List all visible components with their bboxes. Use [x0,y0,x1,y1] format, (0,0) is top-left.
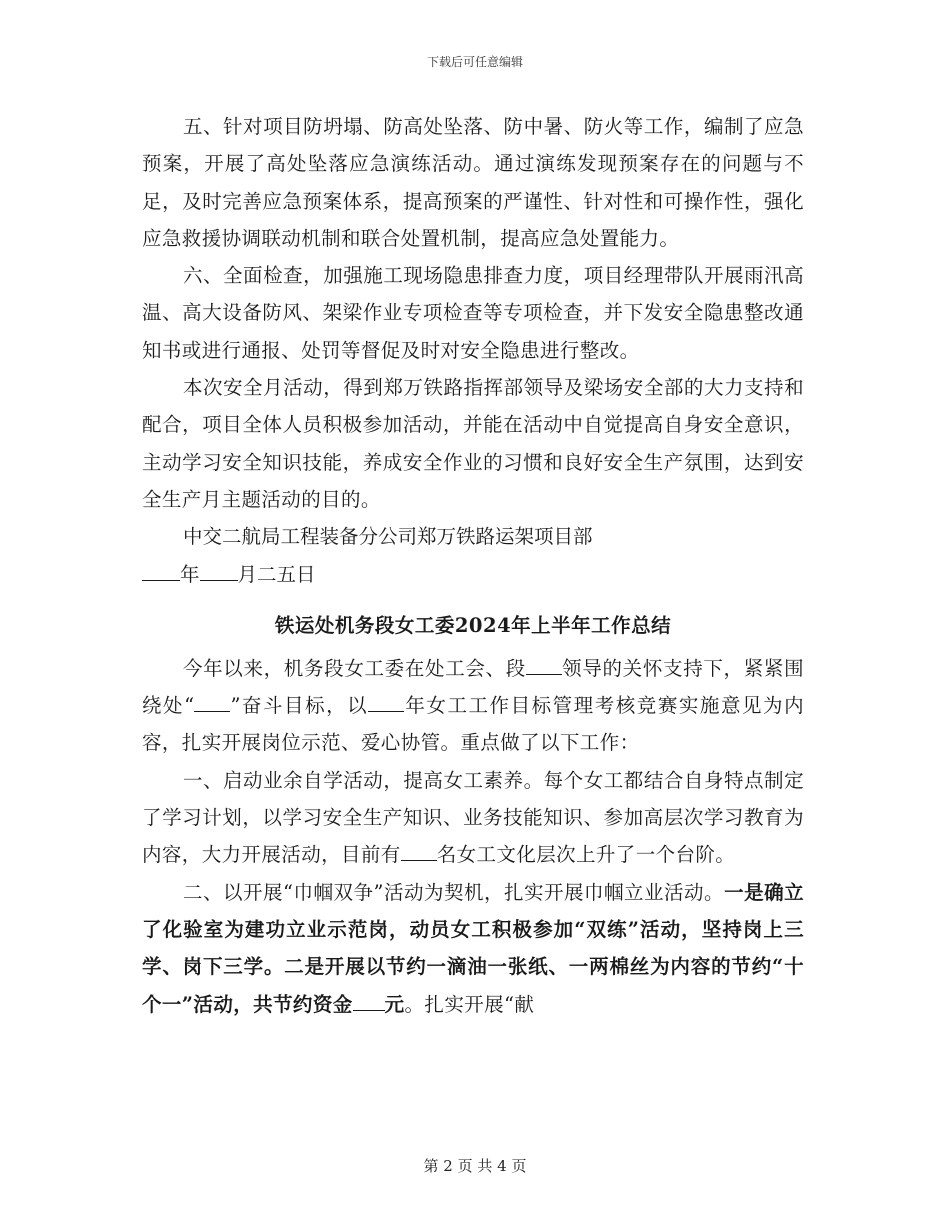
item-two-tail-text: 。扎实开展“献 [404,992,535,1016]
intro-paragraph [142,650,804,762]
item-one-blank [401,842,437,861]
intro-blank-2 [194,693,230,712]
item-two-blank [353,992,385,1011]
intro-text-1: 今年以来，机务段女工委在处工会、段 [182,656,526,680]
intro-blank-1 [526,656,562,675]
year-label: 年 [180,562,200,586]
item-two-paragraph [142,874,804,1023]
header-note: 下载后可任意编辑 [426,55,523,69]
month-day-label: 月二五日 [237,562,316,586]
item-one-text-2: 名女工文化层次上升了一个台阶。 [436,843,736,867]
signature-line: 中交二航局工程装备分公司郑万铁路运架项目部 [182,525,593,549]
item-two-bold-text: 一是确立了化验室为建功立业示范岗，动员女工积极参加“双练”活动，坚持岗上三学、岗下三学。二是开展以节约一滴油一张纸、一两棉丝为内容的节约“十个一”活动，共节约资金 [142,880,804,1016]
year-blank [142,562,180,581]
section-title: 铁运处机务段女工委2024年上半年工作总结 [274,613,672,637]
paragraph-five: 五、针对项目防坍塌、防高处坠落、防中暑、防火等工作，编制了应急预案，开展了高处坠落应急演练活动。通过演练发现预案存在的问题与不足，及时完善应急预案体系，提高预案的严谨性、针对性和可操作性，强化应急救援协调联动机制和联合处置机制，提高应急处置能力。 [142,115,804,250]
page-footer: 第 2 页 共 4 页 [423,1157,527,1175]
intro-text-3: ”奋斗目标，以 [230,694,369,718]
month-blank [200,562,238,581]
paragraph-six: 六、全面检查，加强施工现场隐患排查力度，项目经理带队开展雨汛高温、高大设备防风、架梁作业专项检查等专项检查，并下发安全隐患整改通知书或进行通报、处罚等督促及时对安全隐患进行整改。 [142,264,804,362]
intro-text-4: 年女工工作目标管理考核竞赛实施意见为内容，扎实开展岗位示范、爱心协管。重点做了以下工作： [142,694,804,755]
date-line [142,556,804,593]
intro-text-2: 领导的关怀支持下，紧紧围绕处“ [142,656,804,718]
item-two-text: 二、以开展“巾帼双争”活动为契机，扎实开展巾帼立业活动。 [182,880,725,904]
intro-blank-3 [368,693,404,712]
document-body [142,108,804,1023]
item-one-text-1: 一、启动业余自学活动，提高女工素养。每个女工都结合自身特点制定了学习计划，以学习安全生产知识、业务技能知识、参加高层次学习教育为内容，大力开展活动，目前有 [142,768,804,867]
item-one-paragraph [142,762,804,874]
item-two-bold-tail: 元 [384,992,405,1016]
paragraph-conclusion: 本次安全月活动，得到郑万铁路指挥部领导及梁场安全部的大力支持和配合，项目全体人员积极参加活动，并能在活动中自觉提高自身安全意识，主动学习安全知识技能，养成安全作业的习惯和良好安全生产氛围，达到安全生产月主题活动的目的。 [142,376,804,511]
